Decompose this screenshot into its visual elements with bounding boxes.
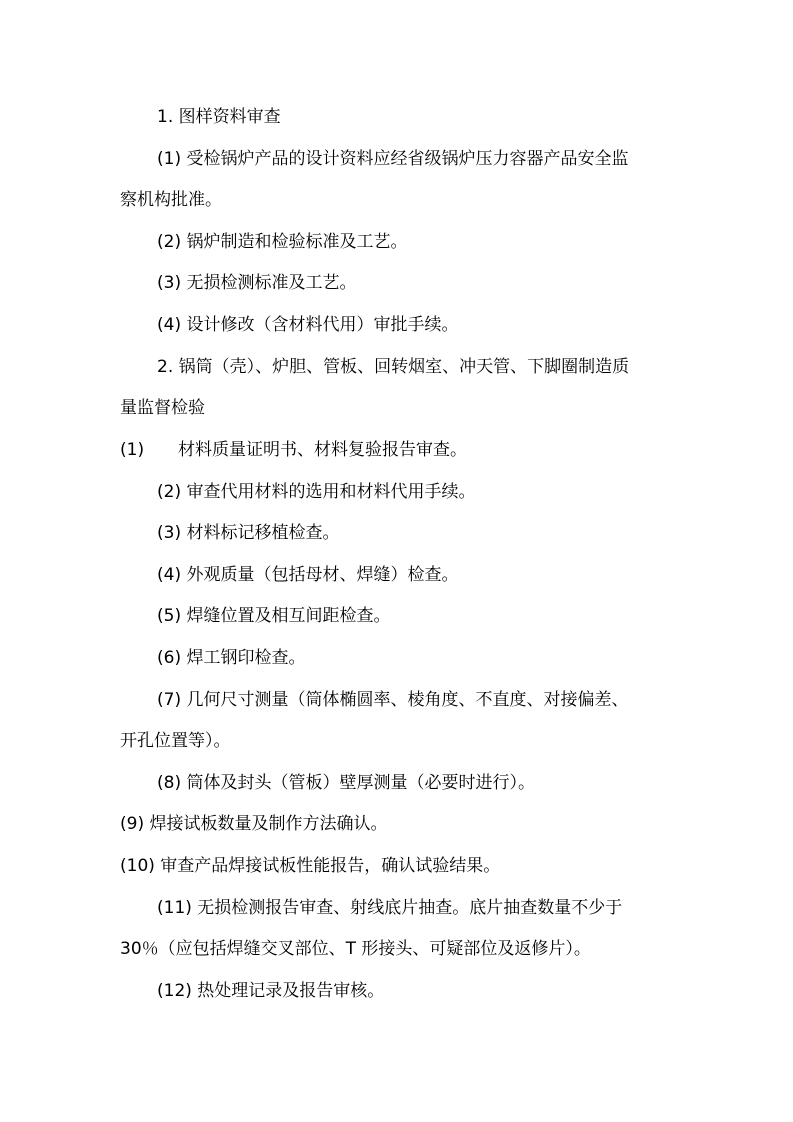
item-2-11-line-2: 30％（应包括焊缝交叉部位、T 形接头、可疑部位及返修片）。 [120, 939, 591, 959]
item-2-6: (6) 焊工钢印检查。 [157, 648, 306, 668]
item-2-8: (8) 筒体及封头（管板）壁厚测量（必要时进行）。 [157, 773, 535, 793]
item-2-2: (2) 审查代用材料的选用和材料代用手续。 [157, 482, 476, 502]
item-2-7-line-2: 开孔位置等）。 [120, 731, 231, 751]
item-2-3: (3) 材料标记移植检查。 [157, 523, 340, 543]
item-2-1 [120, 439, 467, 461]
item-2-7-line-1: (7) 几何尺寸测量（筒体椭圆率、棱角度、不直度、对接偏差、 [157, 690, 629, 710]
item-2-1-number: (1) [120, 440, 145, 460]
item-2-9: (9) 焊接试板数量及制作方法确认。 [120, 814, 388, 834]
item-1-1-line-1: (1) 受检锅炉产品的设计资料应经省级锅炉压力容器产品安全监 [157, 149, 629, 169]
item-1-2: (2) 锅炉制造和检验标准及工艺。 [157, 232, 408, 252]
heading-1: 1. 图样资料审查 [157, 107, 281, 127]
item-2-1-text: 材料质量证明书、材料复验报告审查。 [178, 440, 467, 460]
item-2-11-line-1: (11) 无损检测报告审查、射线底片抽查。底片抽查数量不少于 [157, 898, 623, 918]
item-2-12: (12) 热处理记录及报告审核。 [157, 981, 385, 1001]
item-1-3: (3) 无损检测标准及工艺。 [157, 273, 357, 293]
item-1-1-line-2: 察机构批准。 [120, 190, 222, 210]
item-2-5: (5) 焊缝位置及相互间距检查。 [157, 606, 391, 626]
item-1-4: (4) 设计修改（含材料代用）审批手续。 [157, 315, 459, 335]
heading-2-line-1: 2. 锅筒（壳）、炉胆、管板、回转烟室、冲天管、下脚圈制造质 [157, 357, 630, 377]
item-2-10: (10) 审查产品焊接试板性能报告，确认试验结果。 [120, 856, 501, 876]
heading-2-line-2: 量监督检验 [120, 398, 205, 418]
item-2-4: (4) 外观质量（包括母材、焊缝）检查。 [157, 565, 459, 585]
